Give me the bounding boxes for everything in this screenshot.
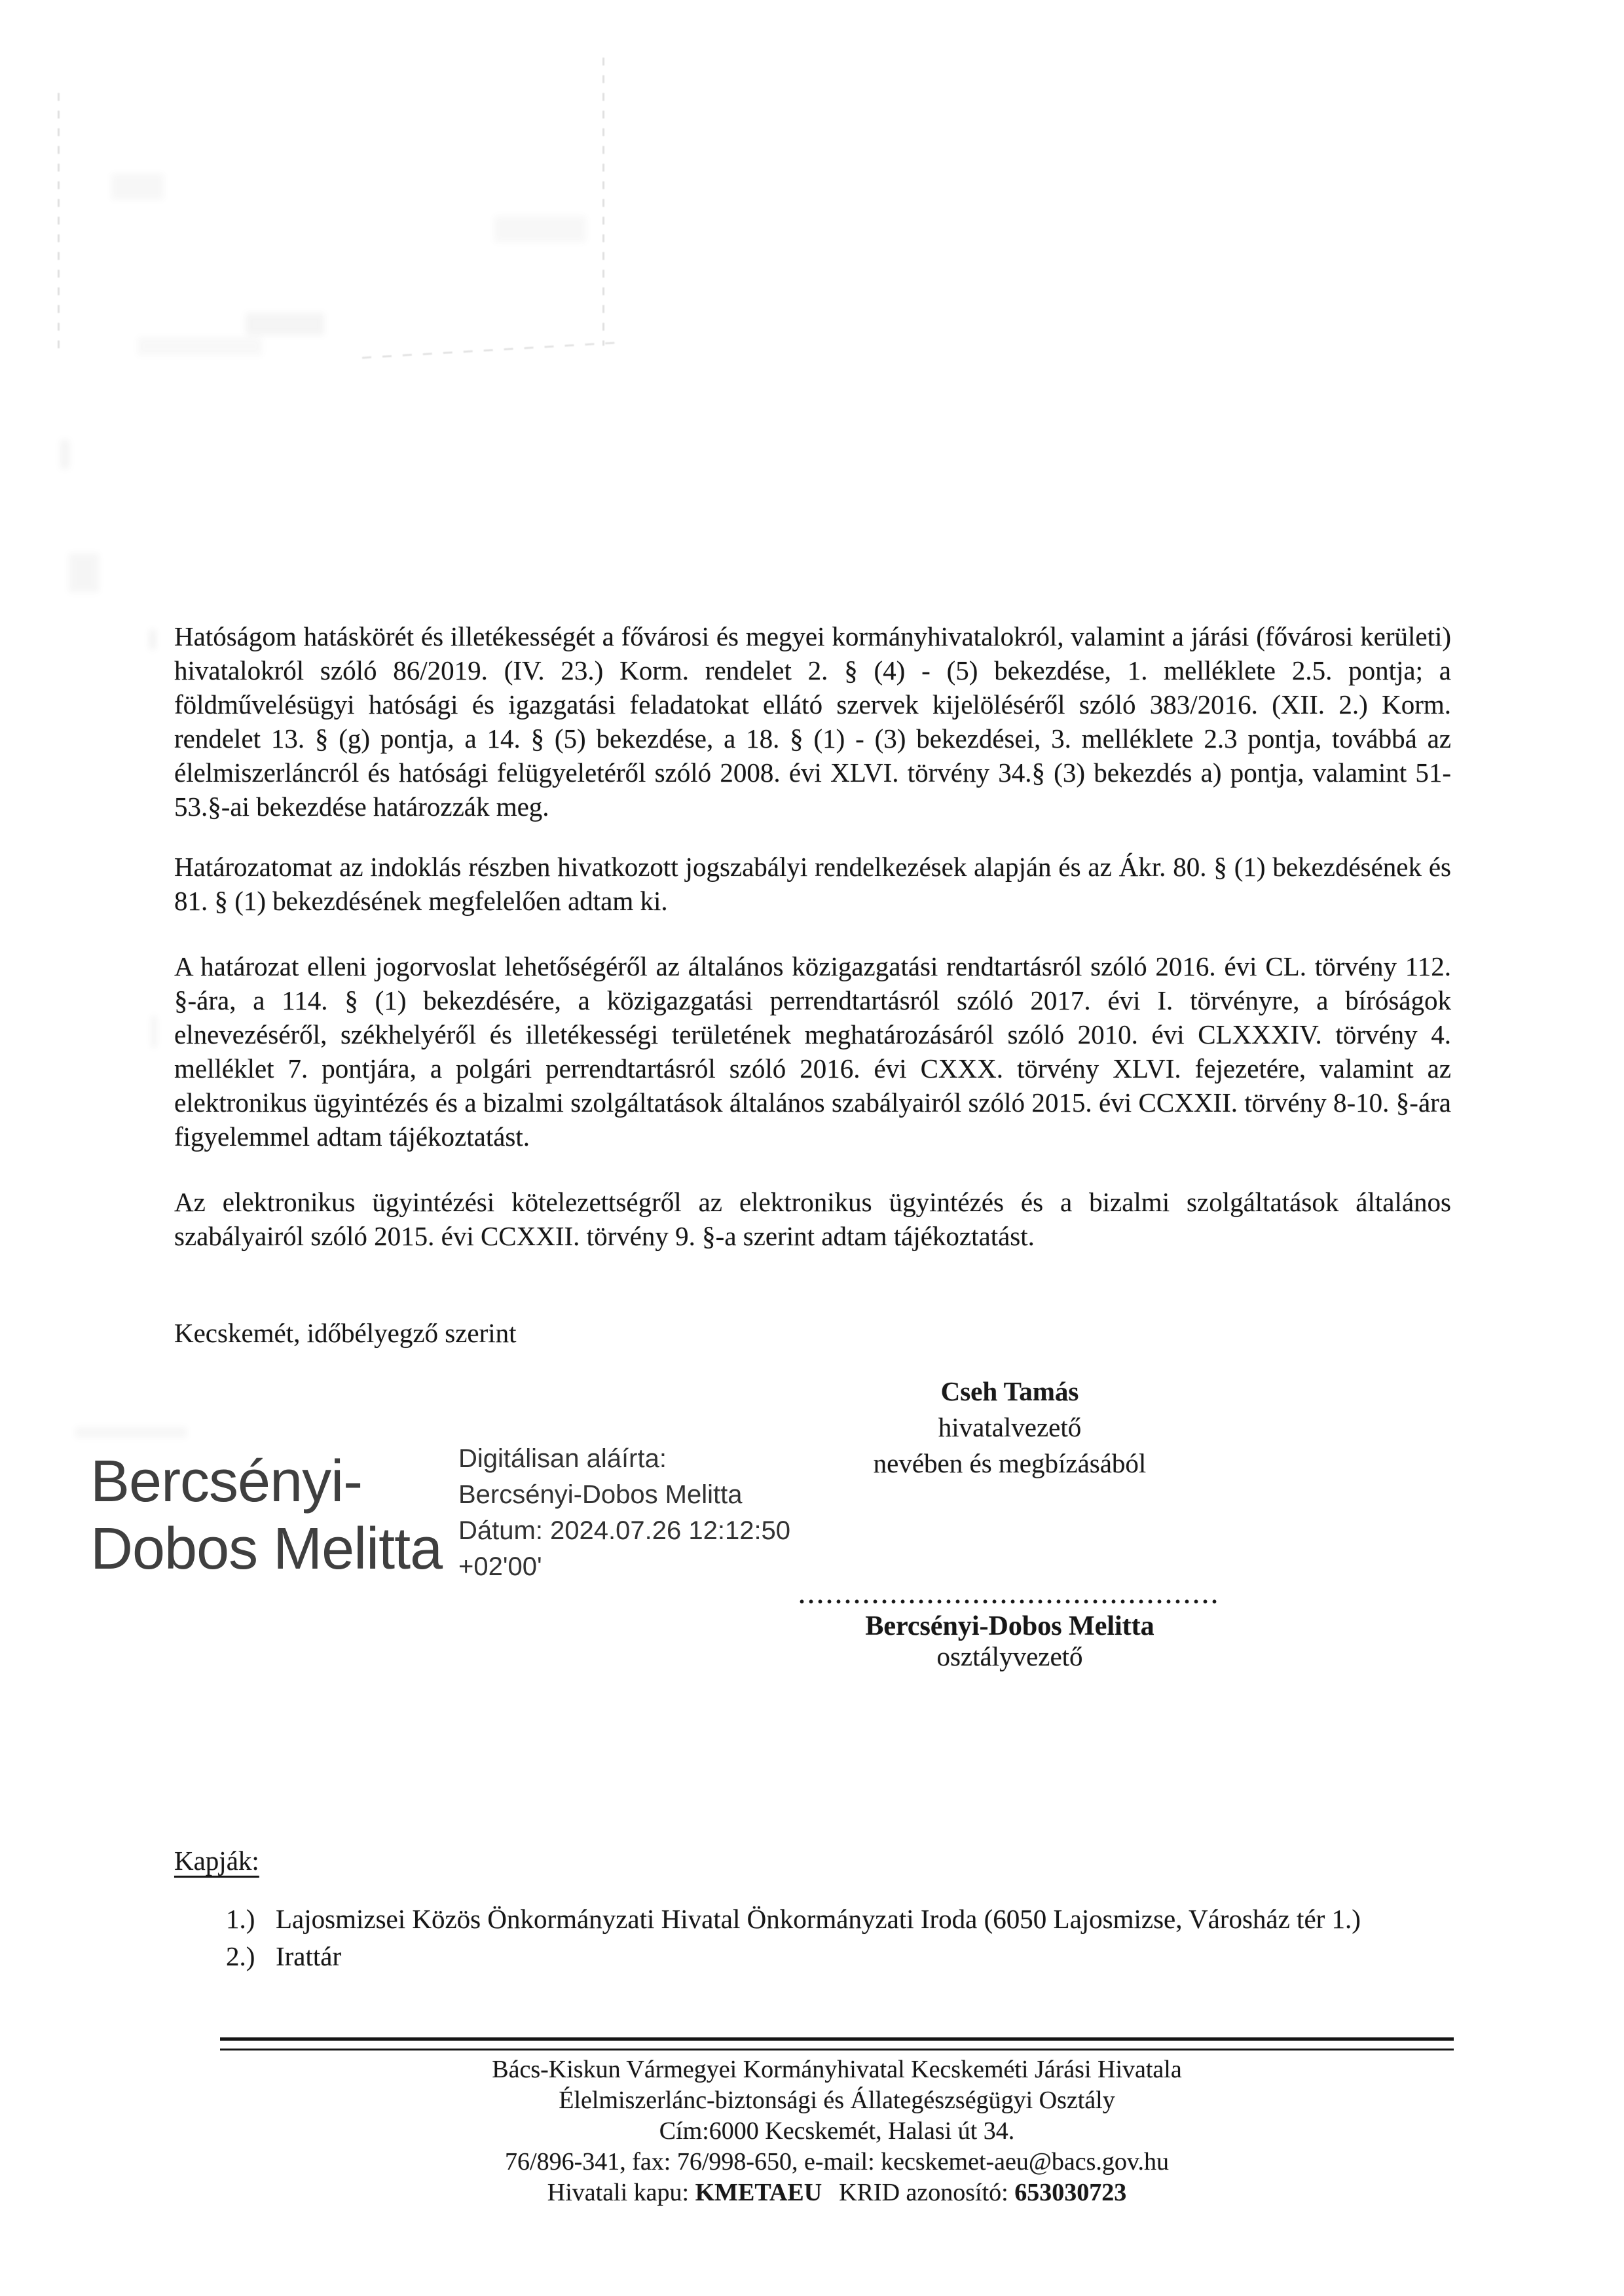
authority-block bbox=[794, 1374, 1226, 1482]
digital-signature-details-line1: Digitálisan aláírta: bbox=[458, 1444, 667, 1473]
digital-signature-details bbox=[458, 1441, 825, 1585]
place-date-line: Kecskemét, időbélyegző szerint bbox=[174, 1318, 517, 1348]
authority-note: nevében és megbízásából bbox=[873, 1448, 1147, 1478]
digital-signature-name-line1: Bercsényi- bbox=[90, 1449, 363, 1514]
recipient-item bbox=[226, 1939, 1509, 1973]
digital-signature-details-line2: Bercsényi-Dobos Melitta bbox=[458, 1480, 743, 1509]
scan-artifact-vertical-line-right bbox=[602, 58, 604, 346]
recipient-text: Irattár bbox=[276, 1941, 342, 1971]
scan-artifact-smudge bbox=[246, 313, 324, 335]
recipient-number: 1.) bbox=[226, 1904, 255, 1934]
recipients-heading: Kapják: bbox=[174, 1846, 259, 1876]
digital-signature-name-line2: Dobos Melitta bbox=[90, 1516, 443, 1582]
recipient-number: 2.) bbox=[226, 1941, 255, 1971]
digital-signature-rendering bbox=[90, 1448, 470, 1583]
signature-dotted-line: .............................................. bbox=[799, 1582, 1221, 1609]
digital-signature-details-line4: +02'00' bbox=[458, 1552, 542, 1581]
footer-krid-label: KRID azonosító: bbox=[839, 2179, 1015, 2206]
footer-divider bbox=[220, 2037, 1454, 2050]
authority-title: hivatalvezető bbox=[938, 1412, 1082, 1442]
footer-address: Cím:6000 Kecskemét, Halasi út 34. bbox=[659, 2117, 1015, 2145]
signer-title: osztályvezető bbox=[936, 1641, 1083, 1671]
scan-artifact-smudge bbox=[75, 1427, 187, 1438]
scan-artifact-smudge bbox=[138, 337, 262, 355]
body-paragraph-jurisdiction: Hatóságom hatáskörét és illetékességét a fővárosi és megyei kormányhivatalokról, valamint a járási (fővárosi kerületi) hivatalokról szóló 86/2019. (IV. 23.) Korm. rendelet 2. § (4) - (5) bekezdése, 1. melléklete 2.5. pontja; a földművelésügyi hatósági és igazgatási feladatokat ellátó szervek kijelöléséről szóló 383/2016. (XII. 2.) Korm. rendelet 13. § (g) pontja, a 14. § (5) bekezdése, a 18. § (1) - (3) bekezdései, 3. melléklete 2.3 pontja, továbbá az élelmiszerláncról és hatósági felügyeletéről szóló 2008. évi XLVI. törvény 34.§ (3) bekezdés a) pontja, valamint 51-53.§-ai bekezdése határozzák meg. bbox=[174, 621, 1451, 822]
scan-artifact-speck bbox=[60, 440, 69, 469]
footer bbox=[220, 2054, 1454, 2208]
scan-artifact-speck bbox=[69, 553, 99, 592]
recipient-text: Lajosmizsei Közös Önkormányzati Hivatal Önkormányzati Iroda (6050 Lajosmizse, Városház tér 1.) bbox=[276, 1904, 1361, 1934]
footer-contact: 76/896-341, fax: 76/998-650, e-mail: kecskemet-aeu@bacs.gov.hu bbox=[505, 2148, 1169, 2176]
scan-artifact-speck bbox=[151, 1016, 157, 1048]
scan-artifact-diagonal-line bbox=[362, 341, 623, 359]
scan-artifact-speck bbox=[149, 630, 156, 649]
digital-signature-details-line3: Dátum: 2024.07.26 12:12:50 bbox=[458, 1516, 791, 1545]
signer-name: Bercsényi-Dobos Melitta bbox=[865, 1611, 1154, 1641]
footer-office-name: Bács-Kiskun Vármegyei Kormányhivatal Kecskeméti Járási Hivatala bbox=[492, 2056, 1182, 2083]
body-paragraph-legal-remedy: A határozat elleni jogorvoslat lehetőségéről az általános közigazgatási rendtartásról szóló 2016. évi CL. törvény 112. §-ára, a 114. § (1) bekezdésére, a közigazgatási perrendtartásról szóló 2017. évi I. törvényre, a bíróságok elnevezéséről, székhelyéről és illetékességi területének meghatározásáról szóló 2010. évi CLXXXIV. törvény 4. melléklet 7. pontjára, a polgári perrendtartásról szóló 2016. évi CXXX. törvény XLVI. fejezetére, valamint az elektronikus ügyintézés és a bizalmi szolgáltatások általános szabályairól szóló 2015. évi CCXXII. törvény 8-10. §-ára figyelemmel adtam tájékoztatást. bbox=[174, 951, 1451, 1152]
scan-artifact-smudge bbox=[494, 216, 586, 242]
scan-artifact-vertical-line-left bbox=[58, 93, 60, 352]
footer-department: Élelmiszerlánc-biztonsági és Állategészségügyi Osztály bbox=[559, 2086, 1115, 2114]
authority-name: Cseh Tamás bbox=[940, 1376, 1079, 1406]
recipient-item bbox=[226, 1902, 1509, 1936]
footer-portal-label: Hivatali kapu: bbox=[547, 2179, 695, 2206]
scan-artifact-smudge bbox=[111, 173, 164, 200]
footer-portal-code: KMETAEU bbox=[695, 2179, 822, 2206]
footer-portal-line bbox=[220, 2178, 1454, 2208]
footer-krid-value: 653030723 bbox=[1014, 2179, 1127, 2206]
body-paragraph-decision-basis: Határozatomat az indoklás részben hivatkozott jogszabályi rendelkezések alapján és az Ákr. 80. § (1) bekezdésének és 81. § (1) bekezdésének megfelelően adtam ki. bbox=[174, 852, 1451, 916]
body-paragraph-e-administration: Az elektronikus ügyintézési kötelezettségről az elektronikus ügyintézés és a bizalmi szolgáltatások általános szabályairól szóló 2015. évi CCXXII. törvény 9. §-a szerint adtam tájékoztatást. bbox=[174, 1187, 1451, 1251]
